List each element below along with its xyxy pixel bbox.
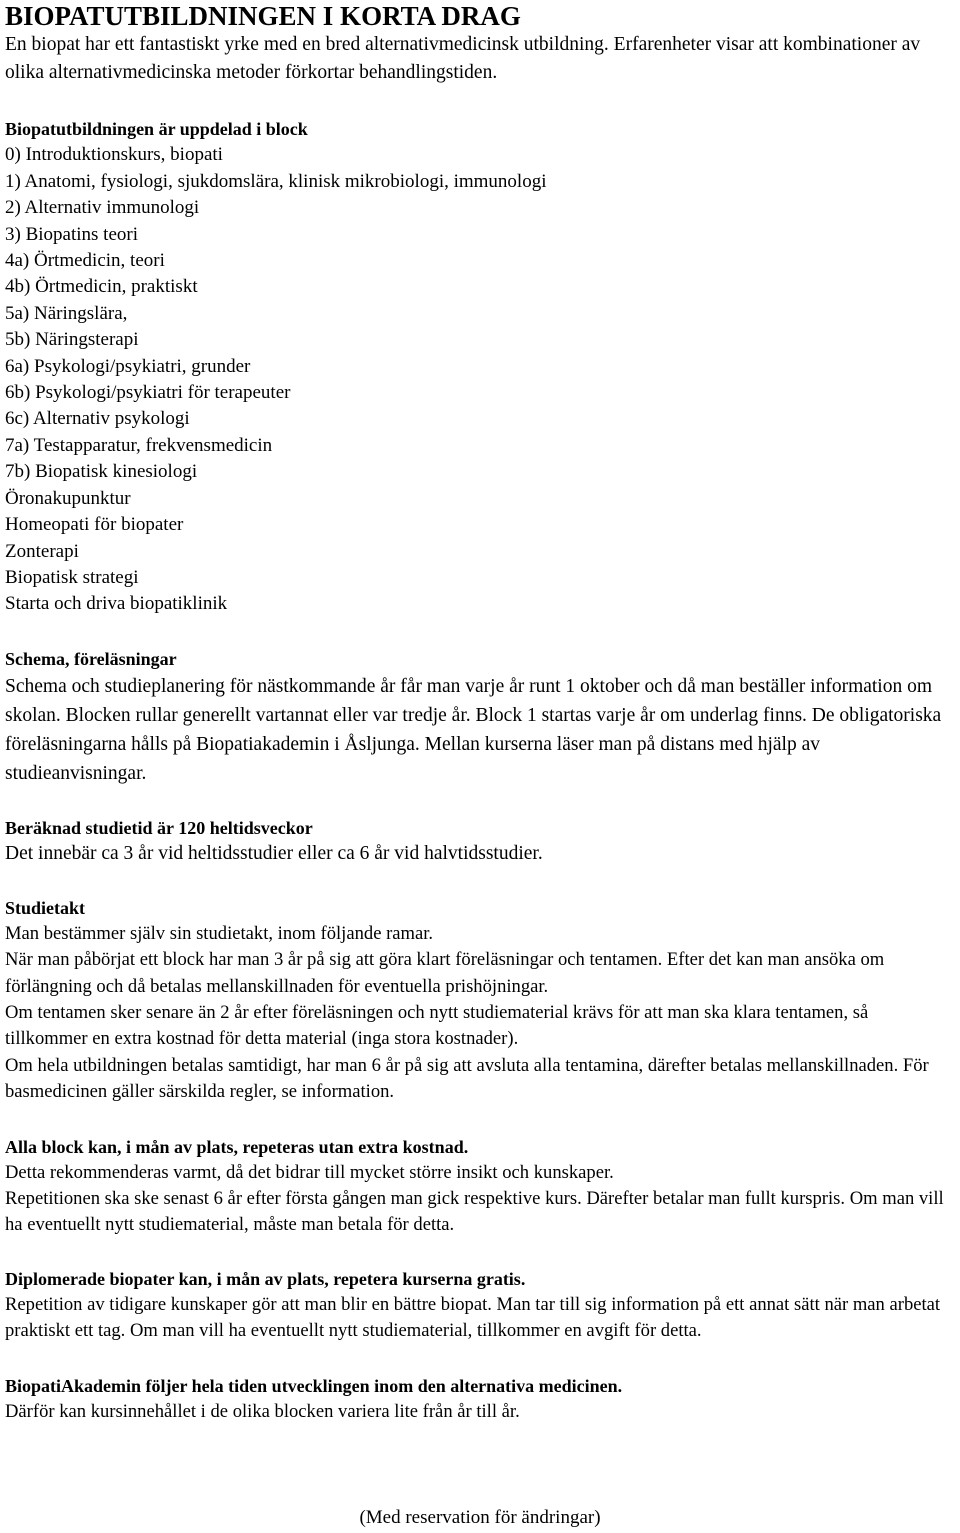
akademin-heading: BiopatiAkademin följer hela tiden utvecklingen inom den alternativa medicinen.: [5, 1375, 623, 1396]
list-item: Homeopati för biopater: [5, 514, 184, 536]
list-item: Zonterapi: [5, 540, 79, 562]
repetition-heading: Alla block kan, i mån av plats, repeteras utan extra kostnad.: [5, 1136, 469, 1157]
page-title: BIOPATUTBILDNINGEN I KORTA DRAG: [5, 1, 521, 31]
list-item: 5b) Näringsterapi: [5, 329, 139, 351]
diplomerade-heading: Diplomerade biopater kan, i mån av plats, repetera kurserna gratis.: [5, 1268, 526, 1289]
list-item: 5a) Näringslära,: [5, 302, 128, 324]
akademin-section: [5, 1373, 955, 1425]
list-item: 4b) Örtmedicin, praktiskt: [5, 276, 198, 298]
studietid-section: [5, 815, 955, 867]
studietid-body: Det innebär ca 3 år vid heltidsstudier eller ca 6 år vid halvtidsstudier.: [5, 842, 543, 864]
list-item: 6c) Alternativ psykologi: [5, 408, 190, 430]
list-item: 4a) Örtmedicin, teori: [5, 250, 165, 272]
list-item: 6a) Psykologi/psykiatri, grunder: [5, 355, 251, 377]
studietid-heading: Beräknad studietid är 120 heltidsveckor: [5, 817, 313, 838]
repetition-paragraph: Detta rekommenderas varmt, då det bidrar till mycket större insikt och kunskaper.: [5, 1161, 614, 1183]
blocks-heading: Biopatutbildningen är uppdelad i block: [5, 119, 308, 139]
schema-heading: Schema, föreläsningar: [5, 648, 177, 669]
schema-body: Schema och studieplanering för nästkommande år får man varje år runt 1 oktober och då man beställer information om skolan. Blocken rullar generellt vartannat eller var tredje år. Block 1 startas varje år om underlag finns. De obligatoriska föreläsningarna hålls på Biopatiakademin i Åsljunga. Mellan kurserna läser man på distans med hjälp av studieanvisningar.: [5, 675, 942, 784]
list-item: 6b) Psykologi/psykiatri för terapeuter: [5, 382, 291, 404]
repetition-paragraph: Repetitionen ska ske senast 6 år efter första gången man gick respektive kurs. Därefter betalar man fullt kurspris. Om man vill ha eventuellt nytt studiematerial, måste man betala för detta.: [5, 1187, 944, 1236]
list-item: Starta och driva biopatiklinik: [5, 593, 228, 615]
list-item: 2) Alternativ immunologi: [5, 197, 200, 219]
list-item: Öronakupunktur: [5, 487, 131, 509]
studietakt-heading: Studietakt: [5, 897, 86, 918]
schema-section: [5, 646, 955, 788]
akademin-body: Därför kan kursinnehållet i de olika blocken variera lite från år till år.: [5, 1400, 520, 1422]
studietakt-paragraph: När man påbörjat ett block har man 3 år på sig att göra klart föreläsningar och tentamen. Efter det kan man ansöka om förlängning och då betalas mellanskillnaden för eventuella prishöjningar.: [5, 949, 885, 997]
blocks-section: [5, 116, 955, 618]
list-item: 0) Introduktionskurs, biopati: [5, 144, 223, 166]
list-item: 1) Anatomi, fysiologi, sjukdomslära, klinisk mikrobiologi, immunologi: [5, 170, 547, 192]
list-item: 3) Biopatins teori: [5, 223, 138, 245]
diplomerade-section: [5, 1266, 955, 1345]
studietakt-section: [5, 895, 955, 1106]
list-item: 7b) Biopatisk kinesiologi: [5, 461, 198, 483]
diplomerade-body: Repetition av tidigare kunskaper gör att man blir en bättre biopat. Man tar till sig information på ett annat sätt när man arbetat praktiskt ett tag. Om man vill ha eventuellt nytt studiematerial, tillkommer en avgift för detta.: [5, 1293, 941, 1342]
repetition-section: [5, 1134, 955, 1239]
document-page: [5, 0, 955, 1425]
studietakt-paragraph: Man bestämmer själv sin studietakt, inom följande ramar.: [5, 922, 434, 944]
intro-paragraph: En biopat har ett fantastiskt yrke med en bred alternativmedicinsk utbildning. Erfarenheter visar att kombinationer av olika alternativmedicinska metoder förkortar behandlingstiden.: [5, 34, 921, 83]
studietakt-paragraph: Om tentamen sker senare än 2 år efter föreläsningen och nytt studiematerial krävs för att man ska klara tentamen, så tillkommer en extra kostnad för detta material (inga stora kostnader).: [5, 1001, 869, 1050]
list-item: 7a) Testapparatur, frekvensmedicin: [5, 434, 273, 456]
list-item: Biopatisk strategi: [5, 566, 139, 588]
studietakt-paragraph: Om hela utbildningen betalas samtidigt, har man 6 år på sig att avsluta alla tentamina, därefter betalas mellanskillnaden. För basmedicinen gäller särskilda regler, se information.: [5, 1054, 929, 1103]
blocks-list: [5, 142, 955, 617]
footer-note: (Med reservation för ändringar): [359, 1507, 601, 1528]
